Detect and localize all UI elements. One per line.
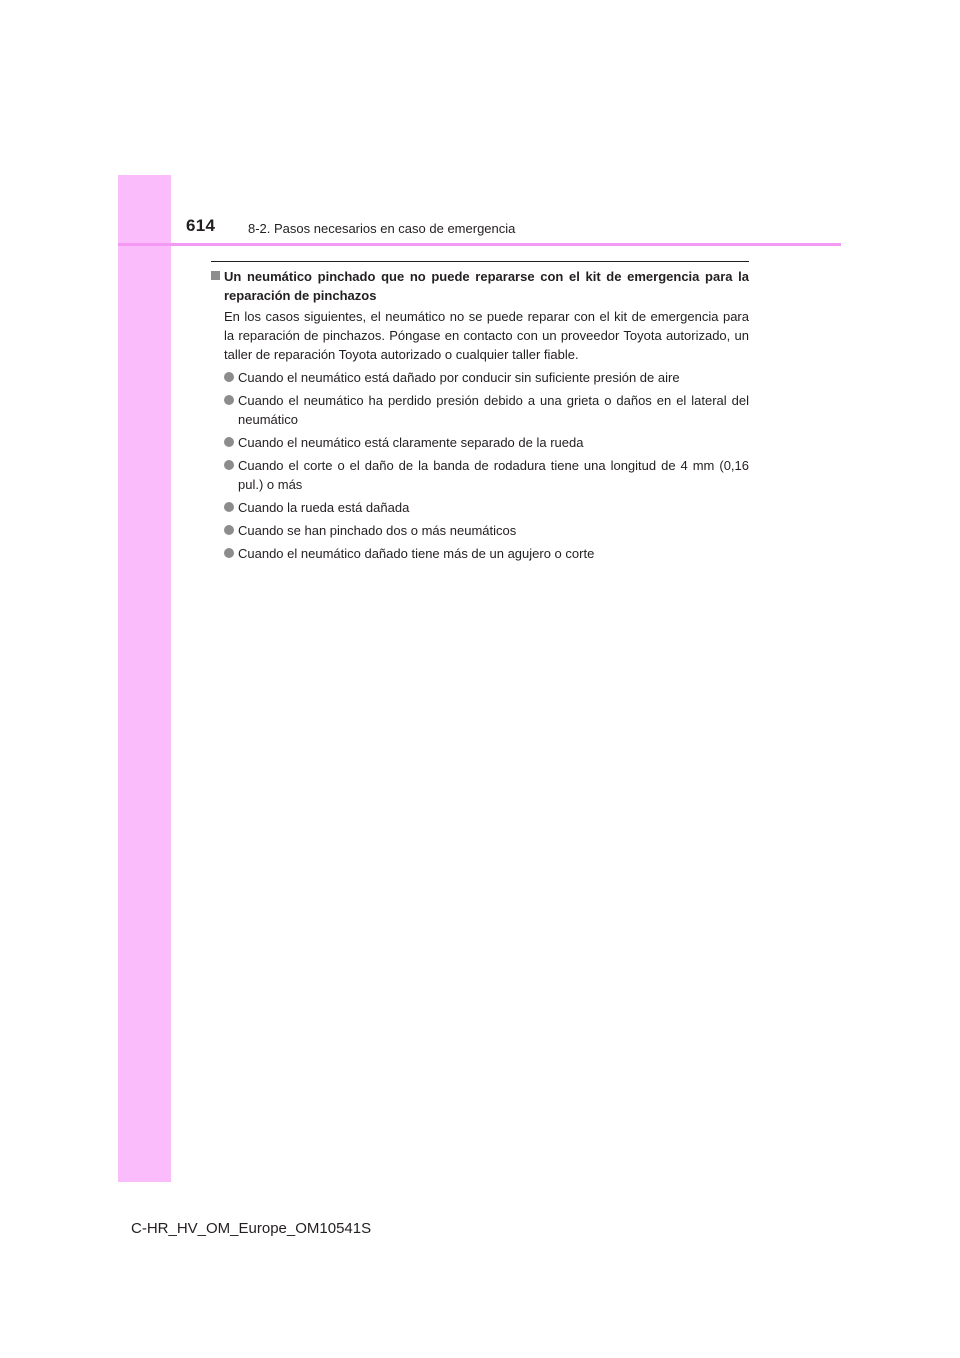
list-item-text: Cuando el corte o el daño de la banda de rodadura tiene una longitud de 4 mm (0,16 pul.) o más [238,458,749,492]
list-item-text: Cuando el neumático dañado tiene más de un agujero o corte [238,546,595,561]
section-title: 8-2. Pasos necesarios en caso de emergencia [248,221,516,236]
list-item [211,521,749,540]
list-item [211,544,749,563]
subsection-heading-text: Un neumático pinchado que no puede repararse con el kit de emergencia para la reparación de pinchazos [224,269,749,303]
circle-bullet-icon [224,372,234,382]
circle-bullet-icon [224,502,234,512]
subsection-heading [211,267,749,305]
header-rule [118,243,841,246]
chapter-side-band [118,175,171,1182]
list-item [211,498,749,517]
list-item [211,456,749,494]
circle-bullet-icon [224,548,234,558]
page-number: 614 [186,216,216,235]
list-item [211,368,749,387]
document-code: C-HR_HV_OM_Europe_OM10541S [131,1220,372,1237]
circle-bullet-icon [224,437,234,447]
list-item-text: Cuando se han pinchado dos o más neumáticos [238,523,517,538]
circle-bullet-icon [224,460,234,470]
list-item [211,391,749,429]
list-item-text: Cuando el neumático ha perdido presión debido a una grieta o daños en el lateral del neumático [238,393,749,427]
square-bullet-icon [211,271,220,280]
list-item [211,433,749,452]
circle-bullet-icon [224,525,234,535]
body-paragraph: En los casos siguientes, el neumático no se puede reparar con el kit de emergencia para la reparación de pinchazos. Póngase en contacto con un proveedor Toyota autorizado, un taller de reparación Toyota autorizado o cualquier taller fiable. [224,309,749,362]
main-content [211,267,749,563]
list-item-text: Cuando el neumático está claramente separado de la rueda [238,435,584,450]
list-item-text: Cuando la rueda está dañada [238,500,410,515]
list-item-text: Cuando el neumático está dañado por conducir sin suficiente presión de aire [238,370,680,385]
content-divider [211,261,749,262]
circle-bullet-icon [224,395,234,405]
bullet-list [211,368,749,563]
